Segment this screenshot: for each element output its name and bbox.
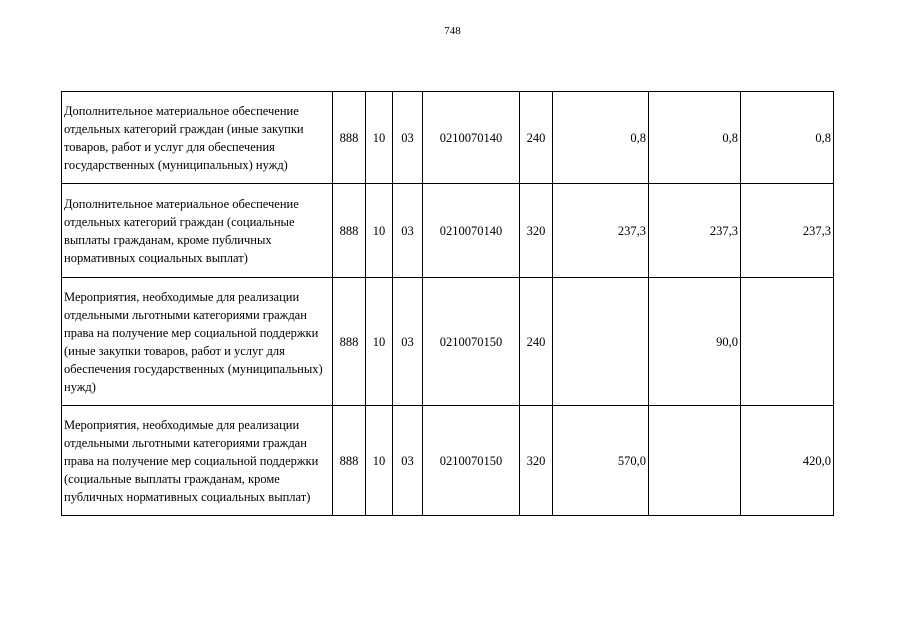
section-code: 10: [366, 406, 393, 516]
table-row: [62, 278, 834, 406]
amount-2: 90,0: [649, 278, 741, 406]
expense-type-code: 240: [520, 92, 553, 184]
table-row: [62, 406, 834, 516]
target-article-code: 0210070140: [423, 184, 520, 278]
amount-3: 0,8: [741, 92, 834, 184]
section-code: 10: [366, 92, 393, 184]
ministry-code: 888: [333, 278, 366, 406]
expense-type-code: 240: [520, 278, 553, 406]
row-description: Дополнительное материальное обеспечение отдельных категорий граждан (иные закупки товаров, работ и услуг для обеспечения государственных (муниципальных) нужд): [62, 92, 333, 184]
section-code: 10: [366, 278, 393, 406]
amount-1: 237,3: [553, 184, 649, 278]
amount-2: [649, 406, 741, 516]
amount-1: [553, 278, 649, 406]
ministry-code: 888: [333, 184, 366, 278]
ministry-code: 888: [333, 92, 366, 184]
expense-type-code: 320: [520, 184, 553, 278]
subsection-code: 03: [393, 92, 423, 184]
expense-type-code: 320: [520, 406, 553, 516]
row-description: Мероприятия, необходимые для реализации отдельными льготными категориями граждан права на получение мер социальной поддержки (иные закупки товаров, работ и услуг для обеспечения государственных (муниципальных) нужд): [62, 278, 333, 406]
subsection-code: 03: [393, 278, 423, 406]
table-row: [62, 184, 834, 278]
amount-2: 0,8: [649, 92, 741, 184]
target-article-code: 0210070140: [423, 92, 520, 184]
target-article-code: 0210070150: [423, 406, 520, 516]
amount-1: 570,0: [553, 406, 649, 516]
amount-3: 420,0: [741, 406, 834, 516]
amount-3: 237,3: [741, 184, 834, 278]
row-description: Мероприятия, необходимые для реализации отдельными льготными категориями граждан права на получение мер социальной поддержки (социальные выплаты гражданам, кроме публичных нормативных социальных выплат): [62, 406, 333, 516]
budget-table: [61, 91, 834, 516]
ministry-code: 888: [333, 406, 366, 516]
subsection-code: 03: [393, 406, 423, 516]
row-description: Дополнительное материальное обеспечение отдельных категорий граждан (социальные выплаты гражданам, кроме публичных нормативных социальных выплат): [62, 184, 333, 278]
table-row: [62, 92, 834, 184]
target-article-code: 0210070150: [423, 278, 520, 406]
amount-3: [741, 278, 834, 406]
subsection-code: 03: [393, 184, 423, 278]
section-code: 10: [366, 184, 393, 278]
amount-1: 0,8: [553, 92, 649, 184]
page-number: 748: [444, 25, 461, 37]
amount-2: 237,3: [649, 184, 741, 278]
